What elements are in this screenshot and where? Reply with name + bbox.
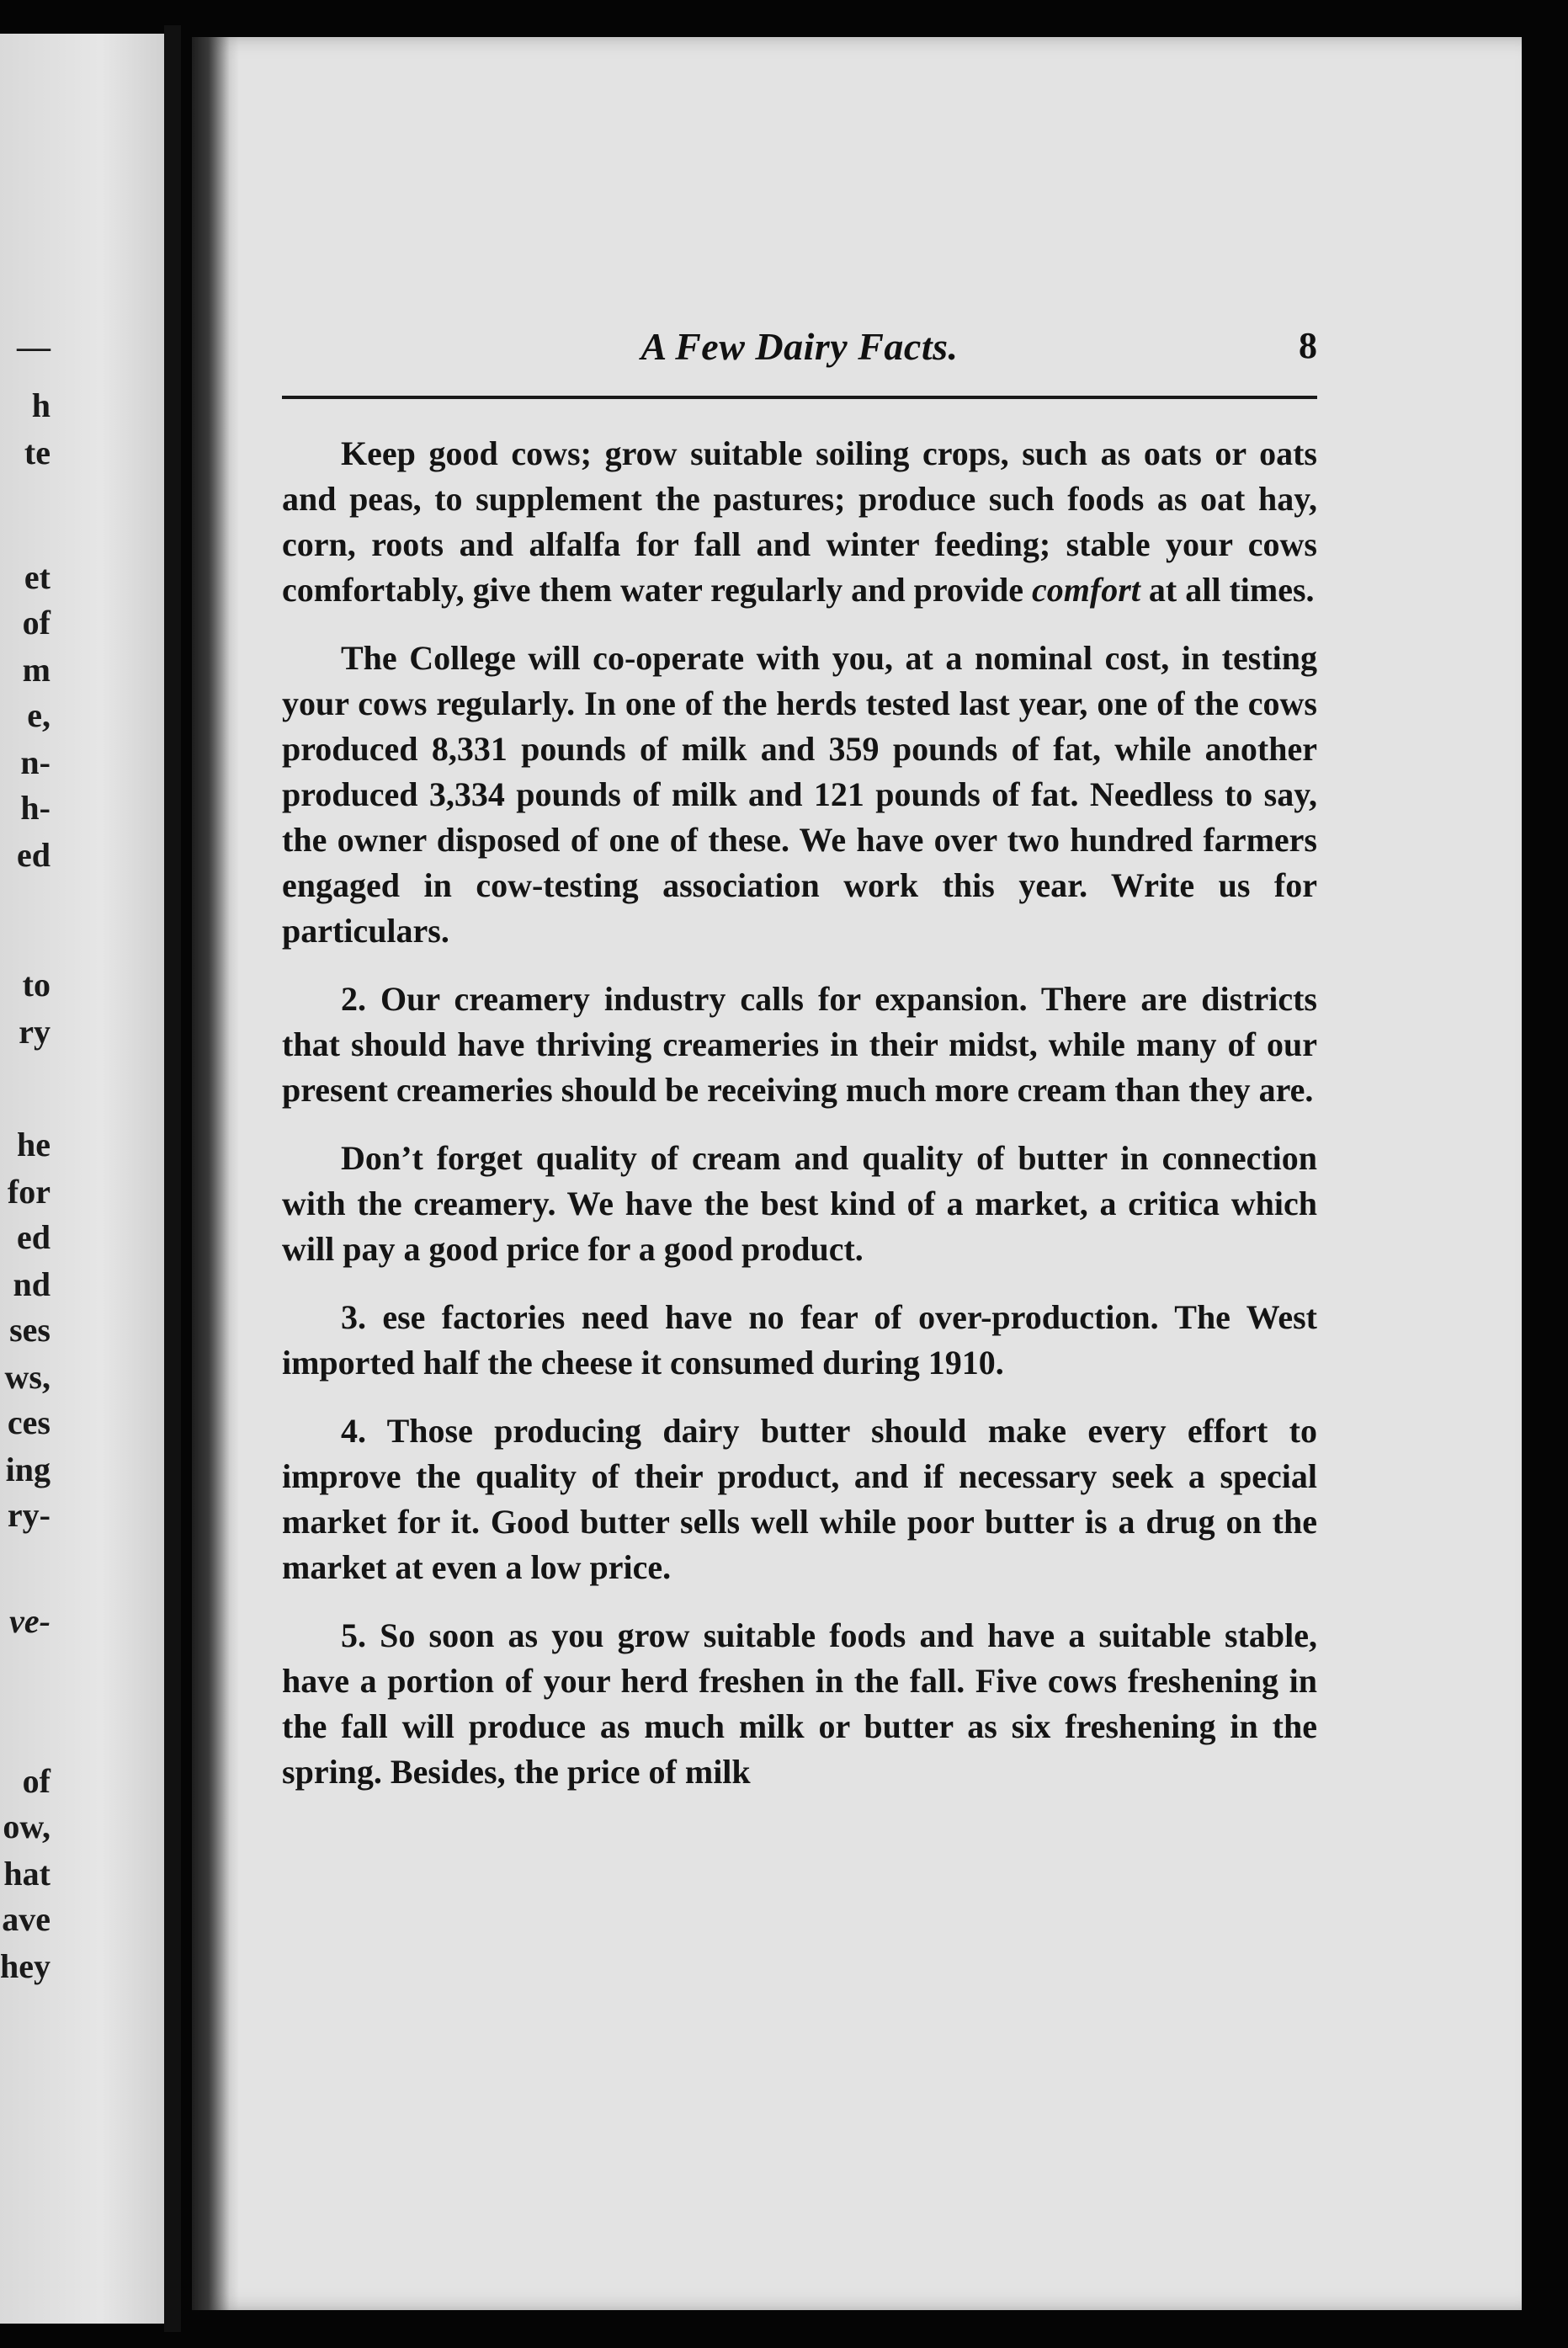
- left-page-fragment: ry: [19, 1013, 50, 1051]
- left-page-fragment: e,: [27, 696, 50, 734]
- left-page-fragment: h-: [20, 789, 50, 827]
- left-page-fragment: et: [24, 558, 50, 596]
- left-page-fragment: ve-: [9, 1602, 50, 1640]
- left-page-fragment: ry-: [7, 1496, 50, 1534]
- left-page-fragment: ws,: [4, 1358, 50, 1396]
- running-head: [282, 324, 1317, 375]
- left-page-fragment: —: [17, 327, 50, 365]
- left-page-fragment: ing: [5, 1451, 50, 1488]
- paragraph-3: 2. Our creamery industry calls for expansion. There are districts that should have thriving creameries in their midst, while many of our present creameries should be receiving much more cream than they are.: [282, 980, 1317, 1109]
- paragraph-7: 5. So soon as you grow suitable foods and have a suitable stable, have a portion of your herd freshen in the fall. Five cows freshening in the fall will produce as much milk or butter as six freshening in the spring. Besides, the price of milk: [282, 1616, 1317, 1791]
- paragraph-4: Don’t forget quality of cream and quality of butter in connection with the creamery. We have the best kind of a market, a critica which will pay a good price for a good product.: [282, 1139, 1317, 1268]
- paragraph-1: [282, 431, 1317, 613]
- left-page-fragment: nd: [13, 1265, 50, 1303]
- left-page-fragment: ces: [7, 1403, 50, 1441]
- left-page-fragment: n-: [20, 743, 50, 781]
- paragraph-1-text-end: at all times.: [1140, 571, 1315, 609]
- paragraph-5: 3. ese factories need have no fear of over-production. The West imported half the cheese it consumed during 1910.: [282, 1298, 1317, 1382]
- header-rule: [282, 396, 1317, 399]
- left-page-fragment: ow,: [3, 1808, 50, 1845]
- left-page-fragment: hey: [0, 1947, 50, 1985]
- left-page-edge: [0, 34, 168, 2324]
- left-page-fragment: of: [22, 604, 50, 642]
- left-page-fragment: ed: [17, 836, 50, 874]
- left-page-fragment: he: [17, 1126, 50, 1163]
- paragraph-1-text: Keep good cows; grow suitable soiling crops, such as oats or oats and peas, to supplement the pastures; produce such foods as oat hay, corn, roots and alfalfa for fall and winter feeding; stable your cows comfortably, give them water regularly and provide: [282, 434, 1317, 609]
- page-number: 8: [1299, 325, 1317, 366]
- left-page-fragment: h: [31, 386, 50, 424]
- paragraph-2: The College will co-operate with you, at a nominal cost, in testing your cows regularly. In one of the herds tested last year, one of the cows produced 8,331 pounds of milk and 359 pounds of fat, while another produced 3,334 pounds of milk and 121 pounds of fat. Needless to say, the owner disposed of one of these. We have over two hundred farmers engaged in cow-testing association work this year. Write us for particulars.: [282, 639, 1317, 950]
- paragraph-6: 4. Those producing dairy butter should make every effort to improve the quality of their product, and if necessary seek a special market for it. Good butter sells well while poor butter is a drug on the market at even a low price.: [282, 1412, 1317, 1586]
- emphasis-comfort: comfort: [1032, 571, 1140, 609]
- left-page-fragment: ave: [2, 1900, 50, 1938]
- left-page-fragment: ed: [17, 1218, 50, 1256]
- left-page-fragment: ses: [9, 1311, 50, 1349]
- left-page-fragment: to: [22, 966, 50, 1004]
- left-page-fragment: for: [7, 1173, 50, 1211]
- left-page-fragment: of: [22, 1762, 50, 1800]
- book-spine: [164, 25, 181, 2332]
- gutter-shadow: [192, 37, 239, 2310]
- running-title: A Few Dairy Facts.: [640, 325, 959, 368]
- left-page-fragment: hat: [3, 1855, 50, 1893]
- body-text: [282, 431, 1317, 1818]
- left-page-fragment: te: [24, 434, 50, 471]
- left-page-fragment: m: [22, 651, 50, 689]
